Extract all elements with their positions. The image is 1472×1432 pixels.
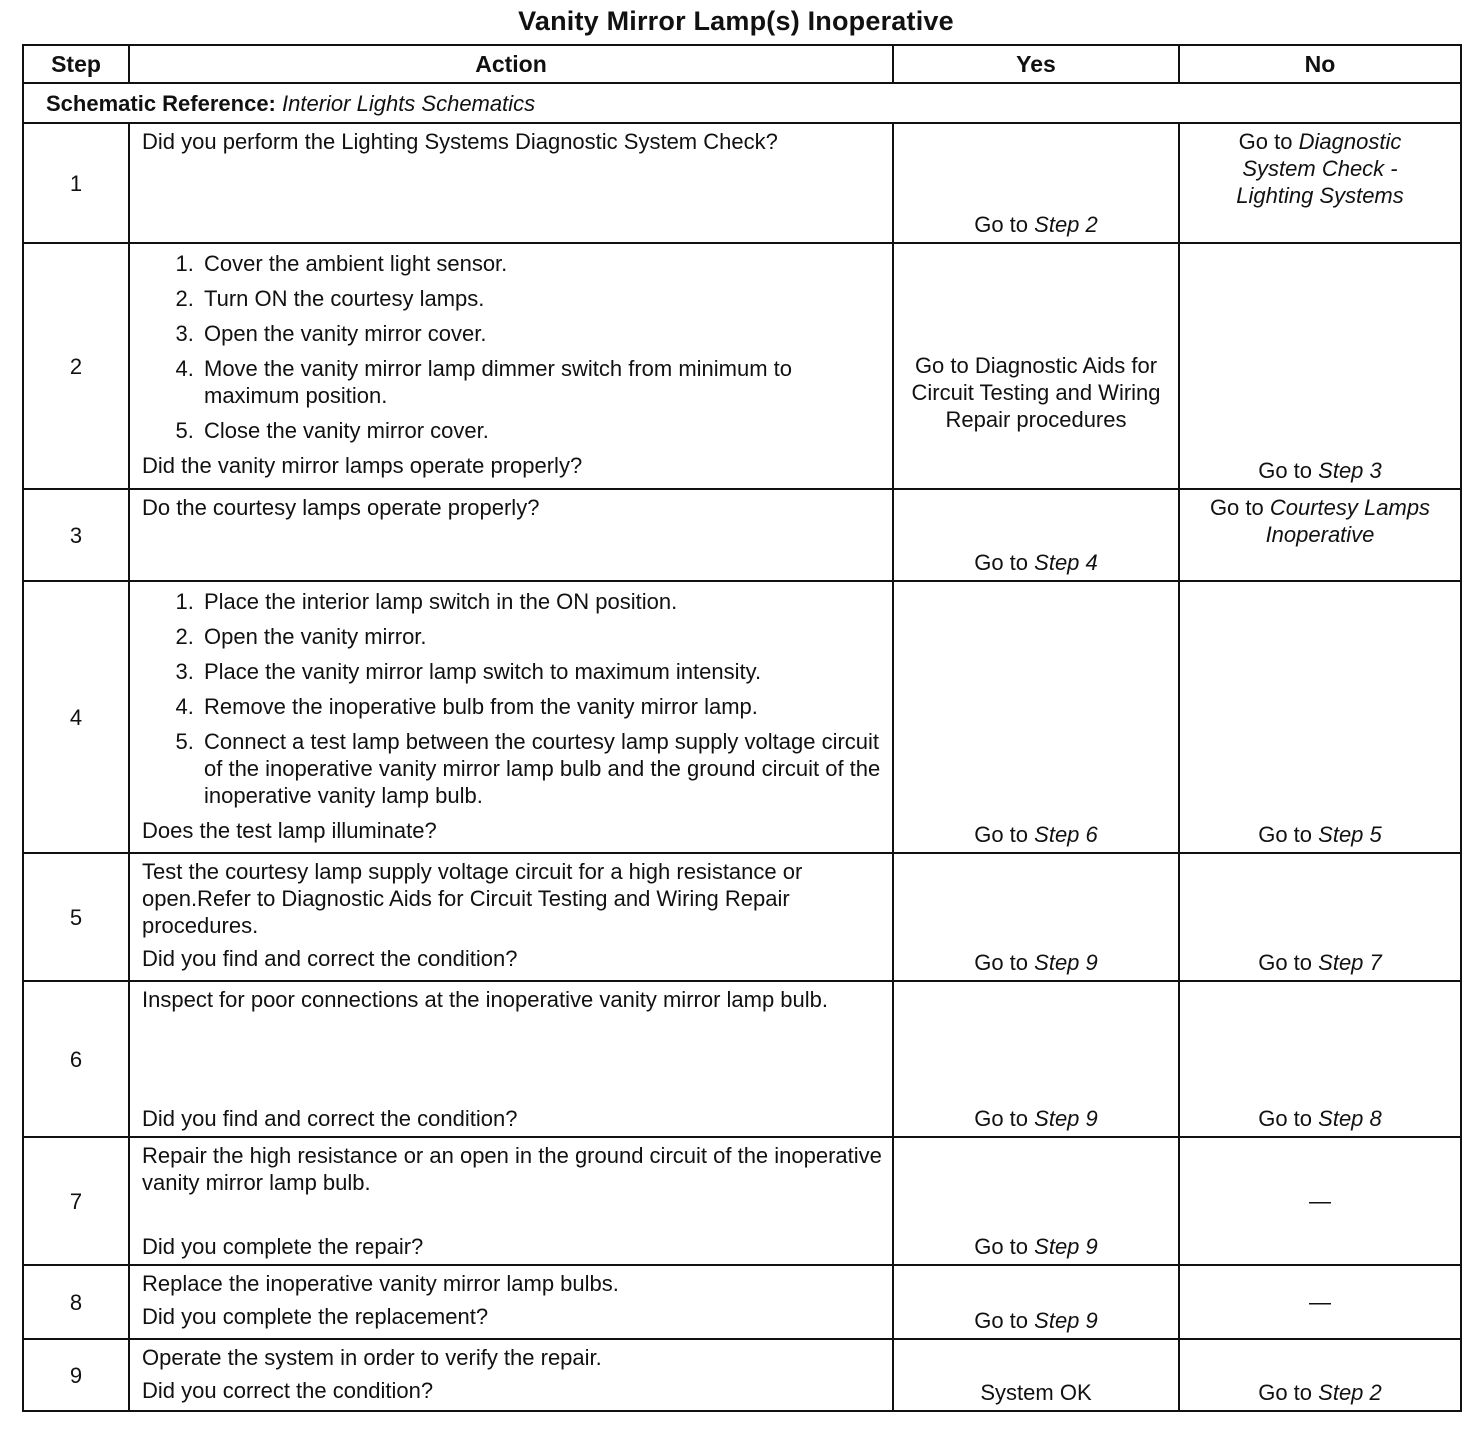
step-number: 7 xyxy=(23,1137,129,1265)
goto-label: Go to xyxy=(1258,1106,1313,1131)
goto-label: Go to xyxy=(1258,458,1313,483)
yes-cell xyxy=(893,981,1179,1137)
action-list xyxy=(142,250,882,444)
list-item: 4. Move the vanity mirror lamp dimmer switch from minimum to maximum position. xyxy=(200,355,882,409)
yes-cell xyxy=(893,489,1179,581)
action-list xyxy=(142,588,882,809)
diagnostic-table xyxy=(22,44,1462,1412)
yes-step-link[interactable]: Step 9 xyxy=(1034,950,1098,975)
table-row xyxy=(23,123,1461,243)
no-step-link[interactable]: Step 7 xyxy=(1318,950,1382,975)
yes-step-link[interactable]: Step 2 xyxy=(1034,212,1098,237)
goto-label: Go to xyxy=(974,1234,1029,1259)
goto-label: Go to xyxy=(1238,129,1293,154)
step-number: 8 xyxy=(23,1265,129,1339)
no-step-link[interactable]: Step 8 xyxy=(1318,1106,1382,1131)
table-row xyxy=(23,243,1461,489)
goto-label: Go to xyxy=(974,212,1029,237)
yes-text[interactable]: Go to Diagnostic Aids for Circuit Testing and Wiring Repair procedures xyxy=(911,353,1161,432)
table-row xyxy=(23,1137,1461,1265)
yes-cell xyxy=(893,1137,1179,1265)
action-text: Replace the inoperative vanity mirror lamp bulbs. xyxy=(142,1271,619,1296)
no-cell xyxy=(1179,123,1461,243)
goto-label: Go to xyxy=(1209,495,1264,520)
yes-cell xyxy=(893,853,1179,981)
schematic-link[interactable]: Interior Lights Schematics xyxy=(282,90,536,116)
table-row xyxy=(23,981,1461,1137)
step-action xyxy=(129,123,893,243)
no-link[interactable]: Diagnostic System Check - Lighting Systems xyxy=(1236,129,1404,208)
list-item: 2. Turn ON the courtesy lamps. xyxy=(200,285,882,312)
goto-label: Go to xyxy=(1258,822,1313,847)
action-question: Did the vanity mirror lamps operate properly? xyxy=(142,453,583,478)
action-text: Test the courtesy lamp supply voltage circuit for a high resistance or open.Refer to Diagnostic Aids for Circuit Testing and Wiring Repair procedures. xyxy=(142,859,803,938)
yes-step-link[interactable]: Step 9 xyxy=(1034,1234,1098,1259)
step-action xyxy=(129,581,893,853)
list-item: 2. Open the vanity mirror. xyxy=(200,623,882,650)
table-row xyxy=(23,1265,1461,1339)
step-action xyxy=(129,981,893,1137)
action-text: Repair the high resistance or an open in the ground circuit of the inoperative vanity mirror lamp bulb. xyxy=(142,1143,882,1195)
action-question: Did you find and correct the condition? xyxy=(142,946,518,971)
no-dash: — xyxy=(1309,1289,1331,1315)
table-row xyxy=(23,1339,1461,1411)
step-number: 6 xyxy=(23,981,129,1137)
yes-step-link[interactable]: Step 6 xyxy=(1034,822,1098,847)
yes-text: System OK xyxy=(980,1380,1092,1405)
step-action xyxy=(129,1339,893,1411)
step-action xyxy=(129,243,893,489)
yes-step-link[interactable]: Step 4 xyxy=(1034,550,1098,575)
action-question: Did you complete the replacement? xyxy=(142,1304,489,1329)
goto-label: Go to xyxy=(1258,1380,1313,1405)
no-cell xyxy=(1179,981,1461,1137)
header-action: Action xyxy=(129,45,893,83)
action-text: Inspect for poor connections at the inoperative vanity mirror lamp bulb. xyxy=(142,987,829,1012)
no-cell xyxy=(1179,489,1461,581)
yes-cell xyxy=(893,1339,1179,1411)
goto-label: Go to xyxy=(974,822,1029,847)
list-item: 3. Open the vanity mirror cover. xyxy=(200,320,882,347)
action-question: Did you find and correct the condition? xyxy=(142,1106,518,1131)
step-number: 5 xyxy=(23,853,129,981)
header-no: No xyxy=(1179,45,1461,83)
no-cell xyxy=(1179,1137,1461,1265)
step-number: 3 xyxy=(23,489,129,581)
header-step: Step xyxy=(23,45,129,83)
action-text: Operate the system in order to verify the repair. xyxy=(142,1345,602,1370)
no-link[interactable]: Courtesy Lamps Inoperative xyxy=(1265,495,1431,547)
list-item: 1. Place the interior lamp switch in the ON position. xyxy=(200,588,882,615)
action-question: Did you perform the Lighting Systems Diagnostic System Check? xyxy=(142,129,778,154)
yes-cell xyxy=(893,123,1179,243)
step-action xyxy=(129,489,893,581)
no-cell xyxy=(1179,243,1461,489)
step-action xyxy=(129,1265,893,1339)
header-yes: Yes xyxy=(893,45,1179,83)
no-cell xyxy=(1179,1265,1461,1339)
schematic-label: Schematic Reference: xyxy=(46,90,276,116)
step-action xyxy=(129,1137,893,1265)
yes-step-link[interactable]: Step 9 xyxy=(1034,1308,1098,1333)
table-row xyxy=(23,853,1461,981)
no-cell xyxy=(1179,581,1461,853)
no-step-link[interactable]: Step 3 xyxy=(1318,458,1382,483)
action-question: Did you correct the condition? xyxy=(142,1378,434,1403)
step-number: 2 xyxy=(23,243,129,489)
table-row xyxy=(23,489,1461,581)
goto-label: Go to xyxy=(974,550,1029,575)
list-item: 5. Connect a test lamp between the courtesy lamp supply voltage circuit of the inoperative vanity mirror lamp bulb and the ground circuit of the inoperative vanity lamp bulb. xyxy=(200,728,882,809)
no-cell xyxy=(1179,853,1461,981)
no-cell xyxy=(1179,1339,1461,1411)
yes-cell xyxy=(893,243,1179,489)
goto-label: Go to xyxy=(974,1106,1029,1131)
list-item: 4. Remove the inoperative bulb from the vanity mirror lamp. xyxy=(200,693,882,720)
list-item: 3. Place the vanity mirror lamp switch to maximum intensity. xyxy=(200,658,882,685)
step-action xyxy=(129,853,893,981)
no-step-link[interactable]: Step 5 xyxy=(1318,822,1382,847)
yes-step-link[interactable]: Step 9 xyxy=(1034,1106,1098,1131)
action-question: Do the courtesy lamps operate properly? xyxy=(142,495,540,520)
schematic-reference-row xyxy=(23,83,1461,123)
goto-label: Go to xyxy=(974,1308,1029,1333)
page-title: Vanity Mirror Lamp(s) Inoperative xyxy=(518,6,954,36)
schematic-reference xyxy=(23,83,1461,123)
no-dash: — xyxy=(1309,1188,1331,1214)
step-number: 4 xyxy=(23,581,129,853)
list-item: 5. Close the vanity mirror cover. xyxy=(200,417,882,444)
step-number: 1 xyxy=(23,123,129,243)
step-number: 9 xyxy=(23,1339,129,1411)
goto-label: Go to xyxy=(974,950,1029,975)
table-row xyxy=(23,581,1461,853)
goto-label: Go to xyxy=(1258,950,1313,975)
action-question: Did you complete the repair? xyxy=(142,1234,424,1259)
action-question: Does the test lamp illuminate? xyxy=(142,818,437,843)
yes-cell xyxy=(893,1265,1179,1339)
yes-cell xyxy=(893,581,1179,853)
list-item: 1. Cover the ambient light sensor. xyxy=(200,250,882,277)
table-header-row xyxy=(23,45,1461,83)
no-step-link[interactable]: Step 2 xyxy=(1318,1380,1382,1405)
